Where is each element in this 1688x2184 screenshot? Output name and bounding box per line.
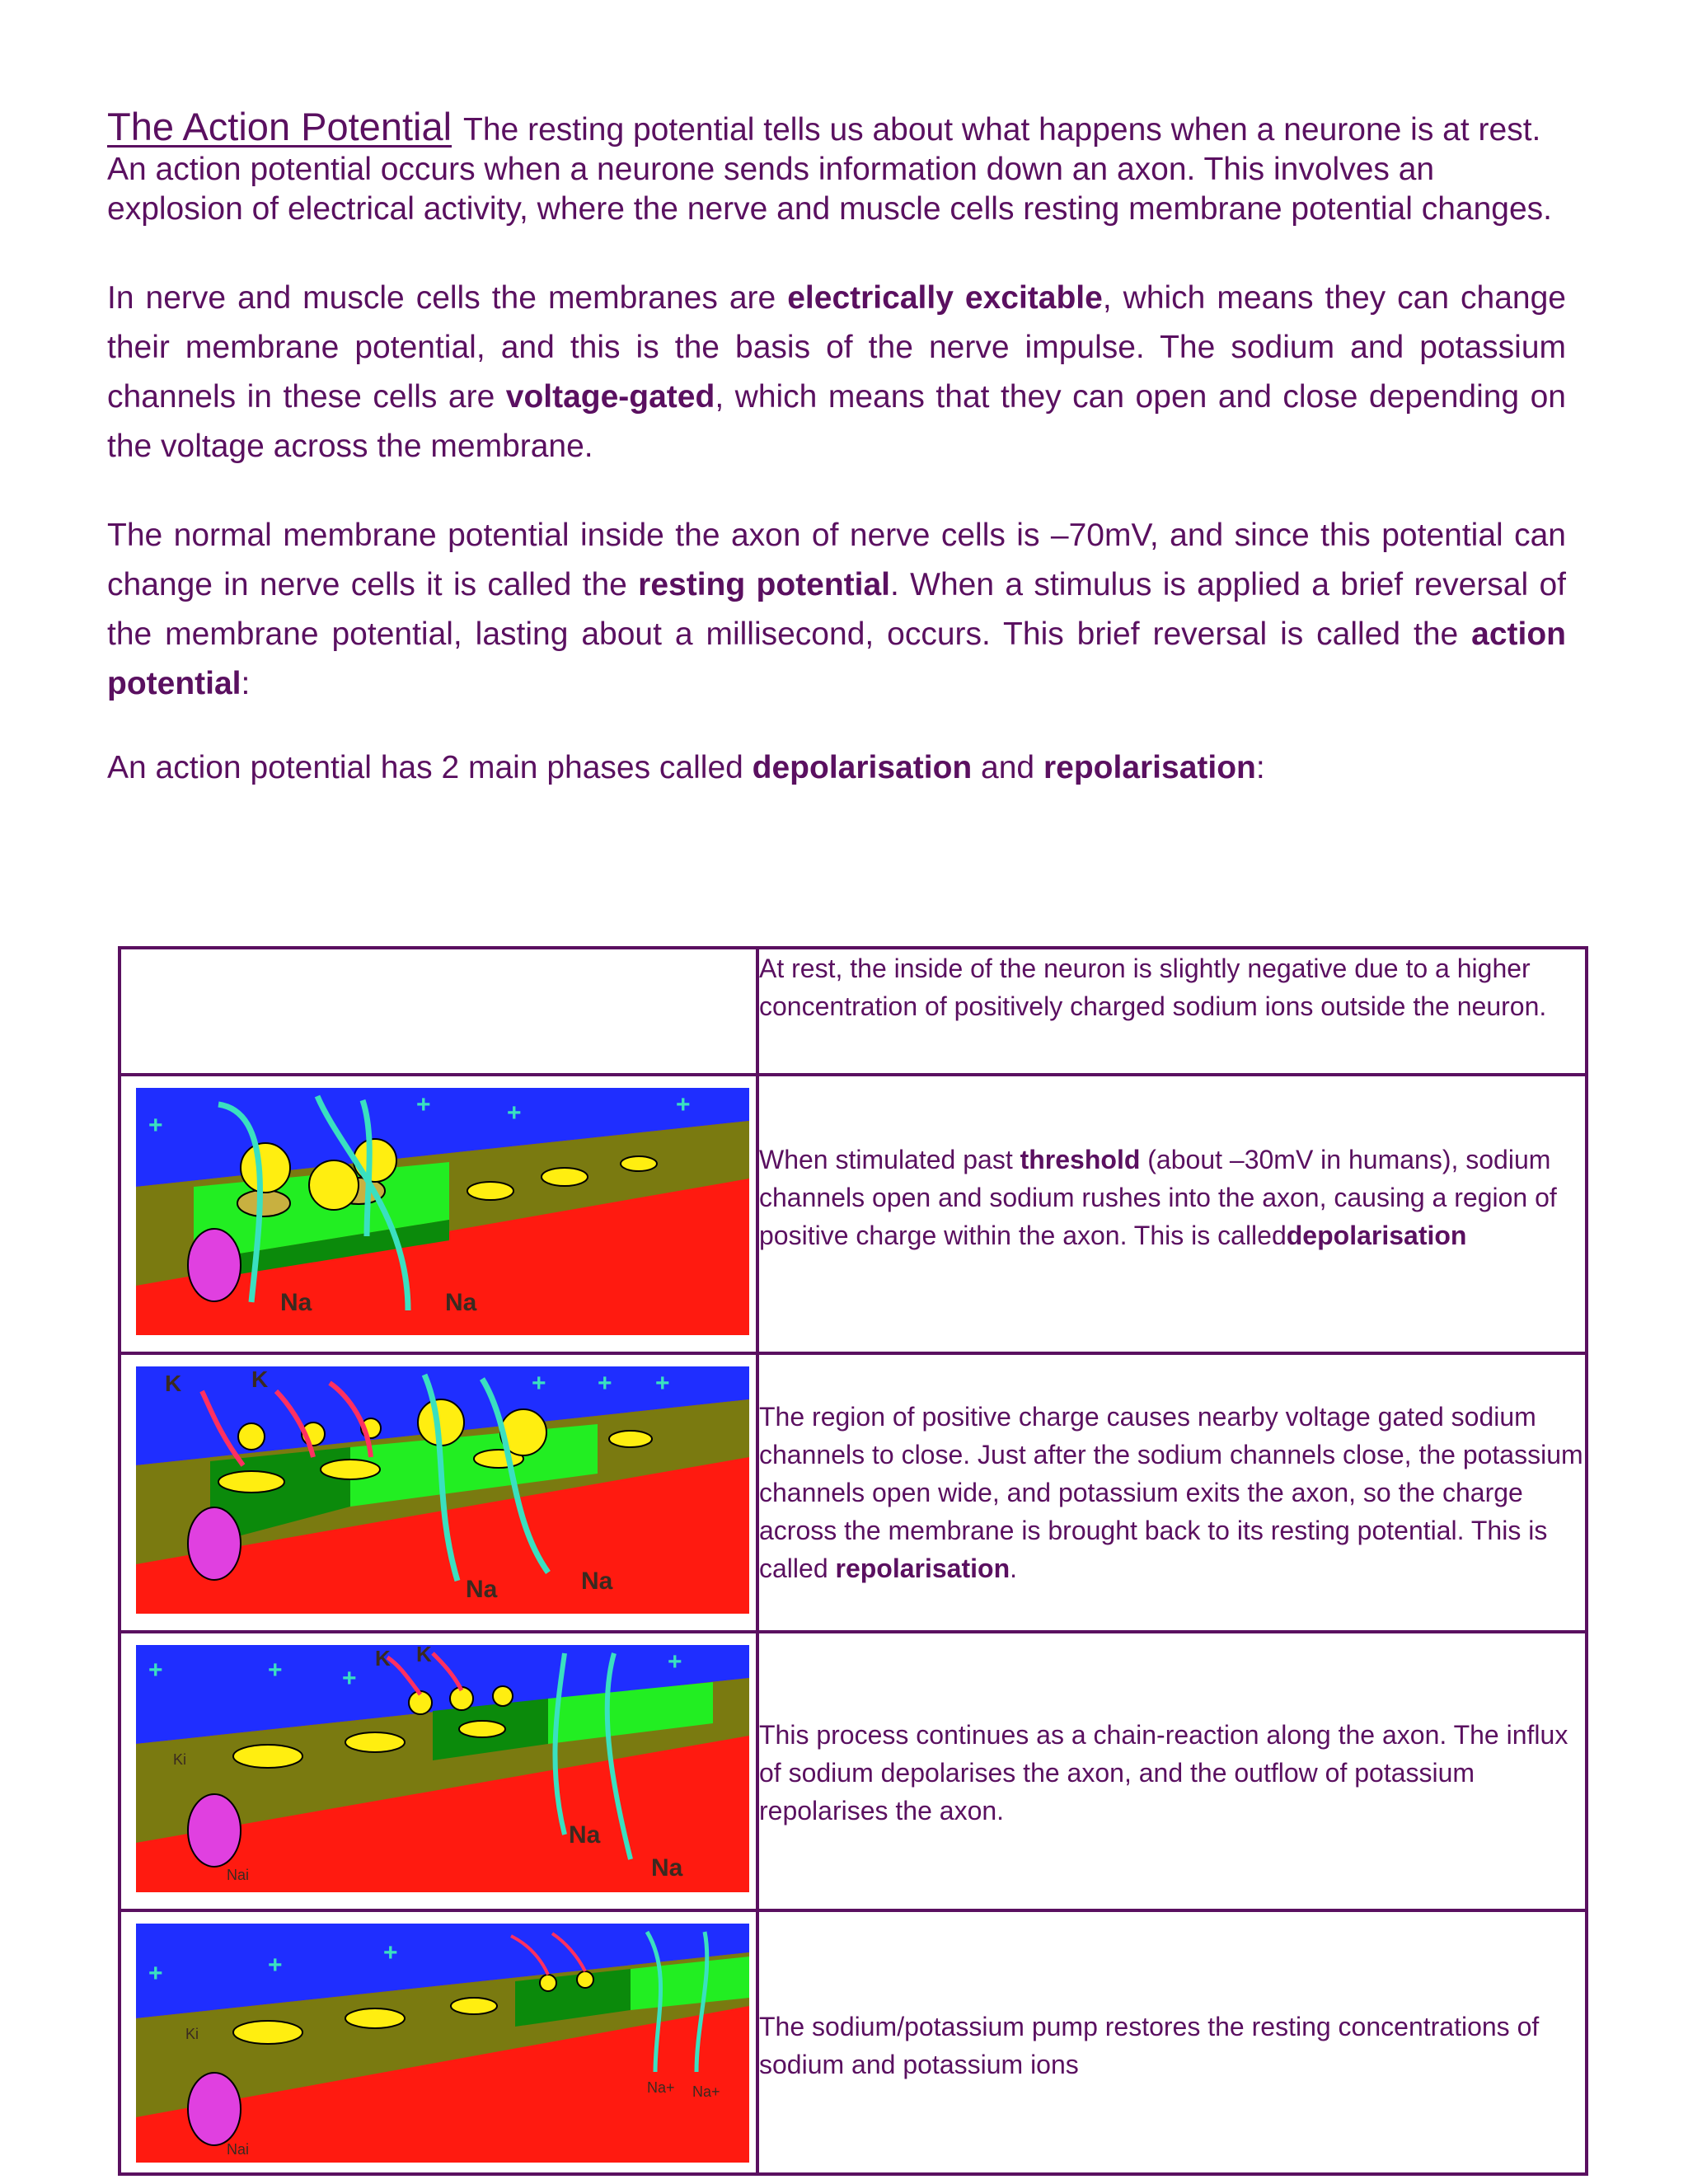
na-label: Na xyxy=(581,1568,613,1595)
term-voltage-gated: voltage-gated xyxy=(505,379,715,415)
table-row xyxy=(120,948,1587,1075)
depolarisation-diagram xyxy=(136,1088,749,1335)
plus-sign: + xyxy=(268,1657,283,1684)
term-action-potential: action potential xyxy=(107,616,1566,701)
table-row xyxy=(120,1353,1587,1632)
text: and xyxy=(972,750,1043,785)
plus-sign: + xyxy=(416,1091,431,1118)
na-label: Na xyxy=(569,1821,601,1849)
plus-sign: + xyxy=(676,1091,691,1118)
table-row xyxy=(120,1910,1587,2174)
text: : xyxy=(241,666,251,701)
phase-text: The sodium/potassium pump restores the resting concentrations of sodium and potassium ions xyxy=(757,1910,1587,2174)
text: In nerve and muscle cells the membranes are xyxy=(107,280,788,316)
excitable-paragraph xyxy=(107,274,1566,471)
page-title: The Action Potential xyxy=(107,105,452,148)
plus-sign: + xyxy=(532,1370,546,1397)
term-depolarisation: depolarisation xyxy=(752,750,973,785)
text: (about –30mV in humans), sodium channels open and sodium rushes into the axon, causing a region of positive charge within the axon. This is called xyxy=(759,1145,1557,1250)
text: The normal membrane potential inside the axon of nerve cells is –70mV, and since this potential can change in nerve cells it is called the xyxy=(107,518,1566,602)
k-label: K xyxy=(416,1645,432,1666)
plus-sign: + xyxy=(668,1648,682,1675)
ki-label: Ki xyxy=(173,1751,187,1768)
na-label: Na xyxy=(466,1576,498,1603)
resting-potential-paragraph xyxy=(107,511,1566,709)
text: An action potential has 2 main phases called xyxy=(107,750,753,785)
term-repolarisation: repolarisation xyxy=(835,1554,1010,1583)
phase-text xyxy=(757,1353,1587,1632)
phase-text xyxy=(757,1075,1587,1353)
phases-table xyxy=(118,946,1588,2176)
text: The region of positive charge causes nearby voltage gated sodium channels to close. Just after the sodium channels close, the potassium channels open wide, and potassium exits the axon, so the charge across the membrane is brought back to its resting potential. This is called xyxy=(759,1402,1583,1583)
text: , which means that they can open and close depending on the voltage across the membrane. xyxy=(107,379,1566,464)
plus-sign: + xyxy=(655,1370,670,1397)
na-plus-label: Na+ xyxy=(692,2083,720,2100)
nai-label: Nai xyxy=(227,1867,250,1883)
text: , which means they can change their membrane potential, and this is the basis of the nerve impulse. The sodium and potassium channels in these cells are xyxy=(107,280,1566,415)
plus-sign: + xyxy=(598,1370,612,1397)
phase-text: At rest, the inside of the neuron is slightly negative due to a higher concentration of positively charged sodium ions outside the neuron. xyxy=(757,948,1587,1075)
diagram-cell xyxy=(120,1910,757,2174)
na-plus-label: Na+ xyxy=(647,2079,675,2096)
text: . When a stimulus is applied a brief reversal of the membrane potential, lasting about a millisecond, occurs. This brief reversal is called the xyxy=(107,567,1567,652)
text: . xyxy=(1010,1554,1017,1583)
text: When stimulated past xyxy=(759,1145,1020,1174)
intro-paragraph xyxy=(107,107,1558,229)
na-label: Na xyxy=(280,1289,312,1316)
k-label: K xyxy=(251,1366,269,1392)
plus-sign: + xyxy=(268,1952,283,1979)
term-repolarisation: repolarisation xyxy=(1043,750,1256,785)
chain-reaction-diagram xyxy=(136,1645,749,1892)
sodium-potassium-pump-diagram xyxy=(136,1924,749,2163)
plus-sign: + xyxy=(507,1099,522,1127)
k-label: K xyxy=(375,1646,391,1671)
diagram-cell xyxy=(120,1075,757,1353)
intro-text: The resting potential tells us about what happens when a neurone is at rest. An action potential occurs when a neurone sends information down an axon. This involves an explosion of electrical activity, where the nerve and muscle cells resting membrane potential changes. xyxy=(107,112,1553,227)
phase-text: This process continues as a chain-reaction along the axon. The influx of sodium depolarises the axon, and the outflow of potassium repolarises the axon. xyxy=(757,1632,1587,1910)
empty-image-cell xyxy=(120,948,757,1075)
plus-sign: + xyxy=(383,1939,398,1966)
nai-label: Nai xyxy=(227,2141,250,2158)
term-resting-potential: resting potential xyxy=(638,567,891,602)
term-depolarisation: depolarisation xyxy=(1286,1221,1467,1250)
table-row xyxy=(120,1632,1587,1910)
repolarisation-diagram xyxy=(136,1366,749,1614)
term-electrically-excitable: electrically excitable xyxy=(787,280,1103,316)
diagram-cell xyxy=(120,1353,757,1632)
table-row xyxy=(120,1075,1587,1353)
na-label: Na xyxy=(445,1289,477,1316)
k-label: K xyxy=(165,1371,182,1396)
text: : xyxy=(1255,750,1265,785)
diagram-cell xyxy=(120,1632,757,1910)
plus-sign: + xyxy=(148,1112,163,1139)
plus-sign: + xyxy=(148,1960,163,1987)
plus-sign: + xyxy=(148,1657,163,1684)
term-threshold: threshold xyxy=(1020,1145,1141,1174)
ki-label: Ki xyxy=(185,2026,199,2042)
na-label: Na xyxy=(651,1854,683,1882)
phases-paragraph xyxy=(107,743,1566,793)
plus-sign: + xyxy=(342,1665,357,1692)
